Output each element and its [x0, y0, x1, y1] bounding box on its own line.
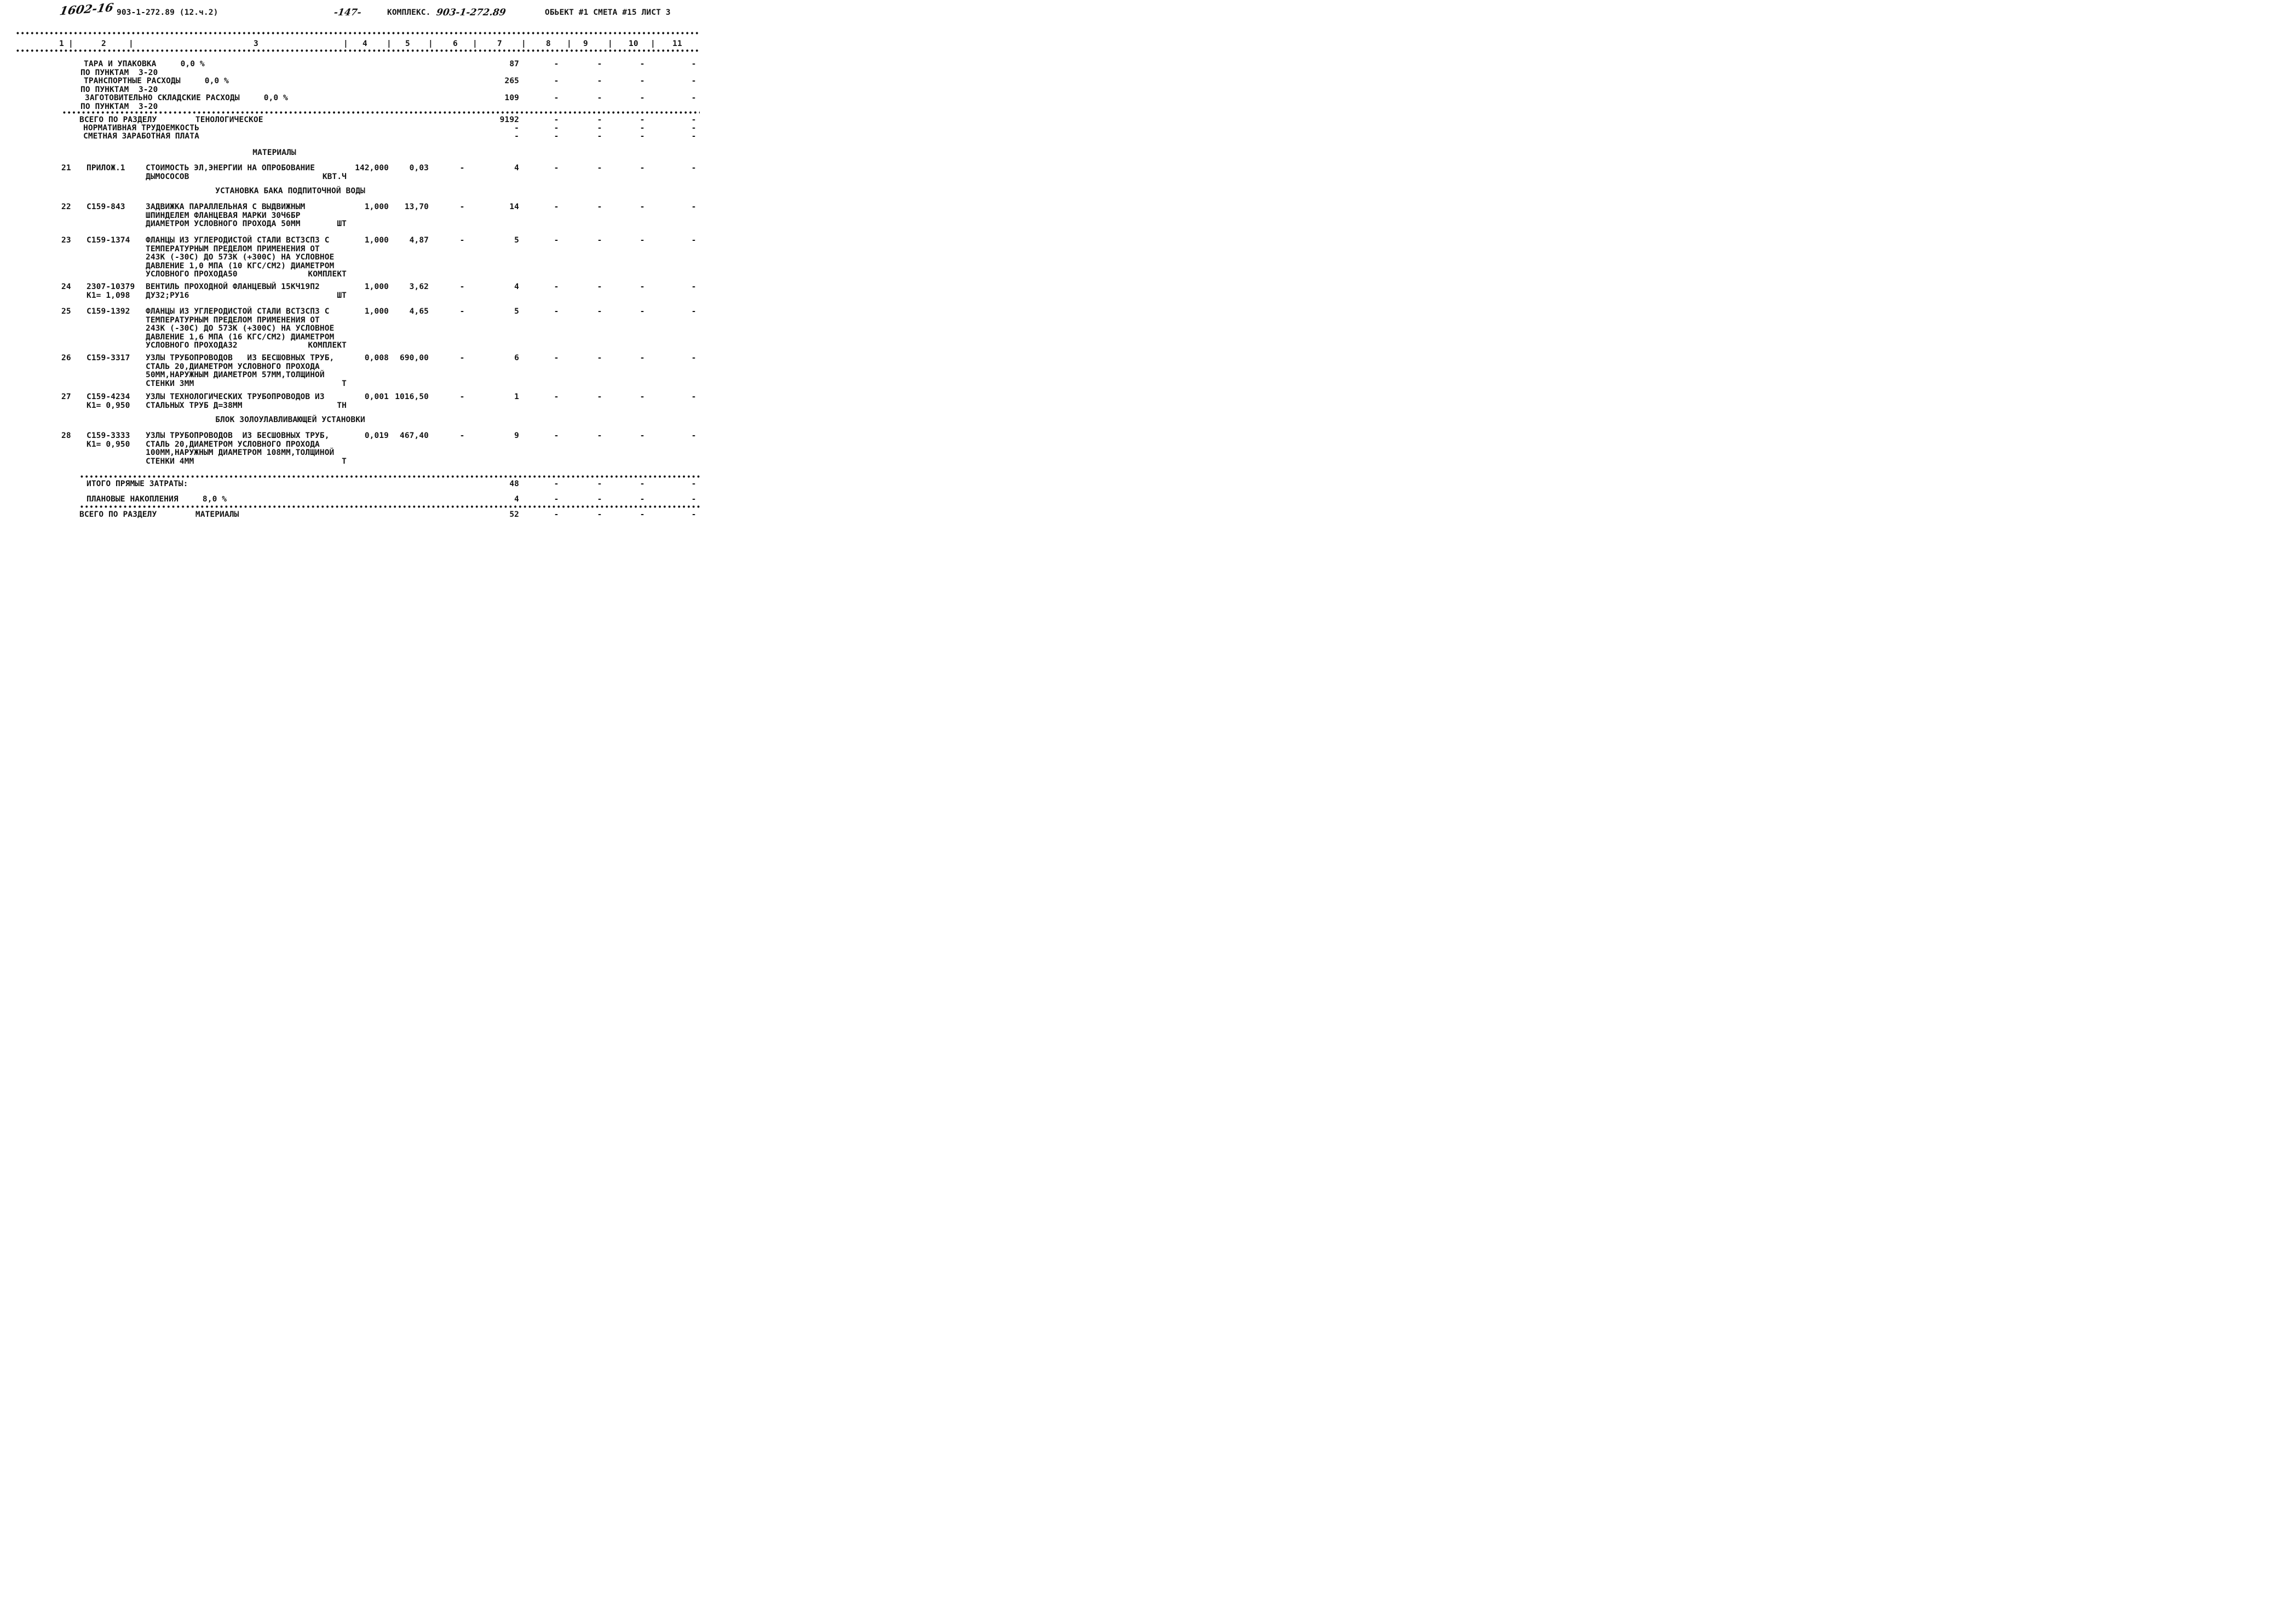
item-description-line: ШПИНДЕЛЕМ ФЛАНЦЕВАЯ МАРКИ 30Ч6БР: [146, 211, 301, 220]
item-total-col7: 5: [514, 236, 519, 245]
item-description-line: СТАЛЬ 20,ДИАМЕТРОМ УСЛОВНОГО ПРОХОДА: [146, 362, 320, 371]
item-description-line: ТЕМПЕРАТУРНЫМ ПРЕДЕЛОМ ПРИМЕНЕНИЯ ОТ: [146, 315, 320, 325]
page-number: -147-: [333, 7, 362, 18]
item-code: 2307-10379: [87, 282, 135, 291]
dash-col6: -: [459, 393, 465, 401]
summary-row-label: НОРМАТИВНАЯ ТРУДОЕМКОСТЬ: [83, 124, 199, 132]
dash-col11: -: [691, 203, 697, 211]
item-description-line: СТЕНКИ 4ММ: [146, 457, 194, 466]
dash-col8: -: [554, 393, 559, 401]
dash-col9: -: [597, 236, 602, 245]
item-unit-price-col5: 3,62: [409, 282, 429, 291]
item-number: 22: [61, 203, 71, 211]
dash-col10: -: [640, 236, 645, 245]
item-description-line: ДЫМОСОСОВ: [146, 172, 189, 181]
item-total-col7: 1: [514, 393, 519, 401]
dotted-separator-under-ruler: [15, 49, 700, 52]
summary-row-subnote: ПО ПУНКТАМ 3-20: [80, 85, 158, 94]
item-description-line: ДИАМЕТРОМ УСЛОВНОГО ПРОХОДА 50ММ: [146, 220, 301, 228]
dash-col8: -: [554, 94, 559, 102]
summary-row-subnote: ПО ПУНКТАМ 3-20: [80, 68, 158, 77]
dash-col9: -: [597, 77, 602, 85]
dash-col6: -: [459, 307, 465, 316]
dash-col10: -: [640, 116, 645, 124]
item-unit: КОМПЛЕКТ: [308, 341, 347, 350]
item-quantity-col4: 0,008: [364, 354, 389, 362]
item-description-line: СТАЛЬ 20,ДИАМЕТРОМ УСЛОВНОГО ПРОХОДА: [146, 440, 320, 449]
column-number-9: 9: [583, 39, 588, 48]
item-unit: Т: [342, 457, 347, 466]
item-quantity-col4: 0,019: [364, 431, 389, 440]
item-unit: ШТ: [337, 291, 347, 300]
dash-col11: -: [691, 354, 697, 362]
dash-col10: -: [640, 480, 645, 488]
column-number-6: 6: [453, 39, 458, 48]
dash-col11: -: [691, 393, 697, 401]
summary-total-col7: -: [514, 132, 519, 141]
column-number-4: 4: [362, 39, 367, 48]
dash-col8: -: [554, 236, 559, 245]
dash-col9: -: [597, 94, 602, 102]
column-separator: |: [651, 39, 655, 48]
dash-col11: -: [691, 480, 697, 488]
dash-col9: -: [597, 282, 602, 291]
dash-col6: -: [459, 354, 465, 362]
dash-col8: -: [554, 164, 559, 172]
dash-col10: -: [640, 60, 645, 68]
item-quantity-col4: 1,000: [364, 203, 389, 211]
dash-col11: -: [691, 431, 697, 440]
dash-col9: -: [597, 393, 602, 401]
item-total-col7: 9: [514, 431, 519, 440]
section-heading: БЛОК ЗОЛОУЛАВЛИВАЮЩЕЙ УСТАНОВКИ: [215, 416, 365, 424]
summary-total-col7: 9192: [499, 116, 519, 124]
item-description-line: СТОИМОСТЬ ЭЛ,ЭНЕРГИИ НА ОПРОБОВАНИЕ: [146, 164, 315, 172]
dash-col10: -: [640, 354, 645, 362]
item-description-line: УЗЛЫ ТРУБОПРОВОДОВ ИЗ БЕСШОВНЫХ ТРУБ,: [146, 431, 330, 440]
summary-row-subnote: ПО ПУНКТАМ 3-20: [80, 102, 158, 111]
item-number: 26: [61, 354, 71, 362]
item-description-line: 100ММ,НАРУЖНЫМ ДИАМЕТРОМ 108ММ,ТОЛЩИНОЙ: [146, 448, 335, 457]
dash-col6: -: [459, 431, 465, 440]
item-code: ПРИЛОЖ.1: [87, 164, 125, 172]
column-number-11: 11: [672, 39, 682, 48]
item-description-line: ДУ32;РУ16: [146, 291, 189, 300]
dash-col10: -: [640, 124, 645, 132]
dash-col9: -: [597, 203, 602, 211]
item-total-col7: 14: [509, 203, 519, 211]
column-separator: |: [521, 39, 526, 48]
dash-col11: -: [691, 510, 697, 519]
item-unit-price-col5: 4,87: [409, 236, 429, 245]
dotted-separator: [79, 475, 700, 478]
column-separator: |: [473, 39, 477, 48]
album-code: 903-1-272.89 (12.ч.2): [117, 8, 218, 17]
object-smeta-sheet-info: ОБЬЕКТ #1 СМЕТА #15 ЛИСТ 3: [545, 8, 671, 17]
item-code: С159-4234: [87, 393, 130, 401]
column-separator: |: [567, 39, 572, 48]
item-description-line: СТАЛЬНЫХ ТРУБ Д=38ММ: [146, 401, 243, 410]
column-separator: |: [428, 39, 433, 48]
dash-col10: -: [640, 94, 645, 102]
column-number-5: 5: [405, 39, 410, 48]
handwritten-doc-number: 1602-16: [59, 0, 115, 18]
dotted-separator: [79, 505, 700, 508]
item-coefficient: К1= 0,950: [87, 440, 130, 449]
item-coefficient: К1= 1,098: [87, 291, 130, 300]
item-unit: ШТ: [337, 220, 347, 228]
dash-col6: -: [459, 203, 465, 211]
dash-col10: -: [640, 431, 645, 440]
item-quantity-col4: 1,000: [364, 307, 389, 316]
column-separator: |: [608, 39, 613, 48]
item-unit-price-col5: 13,70: [404, 203, 429, 211]
dash-col10: -: [640, 164, 645, 172]
summary-row-label: ИТОГО ПРЯМЫЕ ЗАТРАТЫ:: [87, 480, 188, 488]
item-description-line: ФЛАНЦЫ ИЗ УГЛЕРОДИСТОЙ СТАЛИ ВСТ3СП3 С: [146, 307, 330, 316]
summary-row-label: ТАРА И УПАКОВКА 0,0 %: [84, 60, 205, 68]
dash-col10: -: [640, 282, 645, 291]
dash-col8: -: [554, 495, 559, 504]
column-number-3: 3: [254, 39, 258, 48]
dash-col8: -: [554, 354, 559, 362]
complex-code: 903-1-272.89: [435, 7, 507, 18]
item-quantity-col4: 0,001: [364, 393, 389, 401]
dash-col8: -: [554, 480, 559, 488]
summary-row-label: ВСЕГО ПО РАЗДЕЛУ ТЕНОЛОГИЧЕСКОЕ: [79, 116, 263, 124]
item-code: С159-1392: [87, 307, 130, 316]
dash-col8: -: [554, 282, 559, 291]
dash-col6: -: [459, 164, 465, 172]
smeta-document-sheet: [0, 0, 766, 535]
item-description-line: УСЛОВНОГО ПРОХОДА32: [146, 341, 238, 350]
item-description-line: ДАВЛЕНИЕ 1,6 МПА (16 КГС/СМ2) ДИАМЕТРОМ: [146, 332, 335, 342]
dash-col10: -: [640, 132, 645, 141]
column-separator: |: [68, 39, 73, 48]
dash-col8: -: [554, 307, 559, 316]
item-number: 23: [61, 236, 71, 245]
dotted-separator-top: [15, 32, 700, 34]
dash-col8: -: [554, 510, 559, 519]
dash-col10: -: [640, 203, 645, 211]
item-description-line: УСЛОВНОГО ПРОХОДА50: [146, 270, 238, 279]
item-total-col7: 5: [514, 307, 519, 316]
dash-col9: -: [597, 495, 602, 504]
item-unit: КВТ.Ч: [322, 172, 347, 181]
summary-row-label: ПЛАНОВЫЕ НАКОПЛЕНИЯ 8,0 %: [87, 495, 227, 504]
column-number-10: 10: [629, 39, 638, 48]
dash-col6: -: [459, 282, 465, 291]
dash-col8: -: [554, 60, 559, 68]
item-description-line: 243К (-30С) ДО 573К (+300С) НА УСЛОВНОЕ: [146, 253, 335, 262]
summary-row-label: ТРАНСПОРТНЫЕ РАСХОДЫ 0,0 %: [84, 77, 229, 85]
item-description-line: ФЛАНЦЫ ИЗ УГЛЕРОДИСТОЙ СТАЛИ ВСТ3СП3 С: [146, 236, 330, 245]
item-description-line: ЗАДВИЖКА ПАРАЛЛЕЛЬНАЯ С ВЫДВИЖНЫМ: [146, 203, 306, 211]
summary-total-col7: 4: [514, 495, 519, 504]
item-unit-price-col5: 1016,50: [395, 393, 429, 401]
item-quantity-col4: 1,000: [364, 236, 389, 245]
complex-label: КОМПЛЕКС.: [387, 8, 431, 17]
summary-row-label: ЗАГОТОВИТЕЛЬНО СКЛАДСКИЕ РАСХОДЫ 0,0 %: [85, 94, 288, 102]
item-description-line: 243К (-30С) ДО 573К (+300С) НА УСЛОВНОЕ: [146, 324, 335, 333]
item-unit-price-col5: 0,03: [409, 164, 429, 172]
dash-col11: -: [691, 77, 697, 85]
item-number: 27: [61, 393, 71, 401]
dash-col10: -: [640, 77, 645, 85]
summary-total-col7: 48: [509, 480, 519, 488]
dash-col9: -: [597, 480, 602, 488]
item-coefficient: К1= 0,950: [87, 401, 130, 410]
item-total-col7: 4: [514, 282, 519, 291]
dash-col11: -: [691, 164, 697, 172]
dash-col11: -: [691, 495, 697, 504]
summary-total-col7: 87: [509, 60, 519, 68]
dash-col9: -: [597, 116, 602, 124]
item-number: 28: [61, 431, 71, 440]
dash-col9: -: [597, 60, 602, 68]
summary-total-col7: 265: [504, 77, 519, 85]
summary-total-col7: 52: [509, 510, 519, 519]
dash-col9: -: [597, 132, 602, 141]
summary-total-col7: 109: [504, 94, 519, 102]
dash-col9: -: [597, 510, 602, 519]
item-code: С159-3333: [87, 431, 130, 440]
dash-col11: -: [691, 116, 697, 124]
dash-col9: -: [597, 354, 602, 362]
column-number-7: 7: [497, 39, 502, 48]
dash-col10: -: [640, 510, 645, 519]
column-number-2: 2: [101, 39, 106, 48]
column-number-1: 1: [59, 39, 64, 48]
column-separator: |: [129, 39, 134, 48]
dash-col11: -: [691, 282, 697, 291]
section-heading: МАТЕРИАЛЫ: [252, 148, 296, 157]
item-quantity-col4: 142,000: [355, 164, 389, 172]
item-code: С159-3317: [87, 354, 130, 362]
dash-col8: -: [554, 77, 559, 85]
summary-row-label: СМЕТНАЯ ЗАРАБОТНАЯ ПЛАТА: [83, 132, 199, 141]
dash-col10: -: [640, 307, 645, 316]
column-separator: |: [387, 39, 392, 48]
column-separator: |: [343, 39, 348, 48]
item-quantity-col4: 1,000: [364, 282, 389, 291]
dash-col10: -: [640, 393, 645, 401]
item-number: 25: [61, 307, 71, 316]
dash-col11: -: [691, 132, 697, 141]
item-description-line: УЗЛЫ ТРУБОПРОВОДОВ ИЗ БЕСШОВНЫХ ТРУБ,: [146, 354, 335, 362]
item-total-col7: 4: [514, 164, 519, 172]
dash-col10: -: [640, 495, 645, 504]
item-description-line: 50ММ,НАРУЖНЫМ ДИАМЕТРОМ 57ММ,ТОЛЩИНОЙ: [146, 371, 325, 379]
dash-col9: -: [597, 164, 602, 172]
item-description-line: УЗЛЫ ТЕХНОЛОГИЧЕСКИХ ТРУБОПРОВОДОВ ИЗ: [146, 393, 325, 401]
dotted-separator: [62, 111, 700, 114]
item-description-line: ДАВЛЕНИЕ 1,0 МПА (10 КГС/СМ2) ДИАМЕТРОМ: [146, 261, 335, 270]
dash-col11: -: [691, 60, 697, 68]
item-unit: КОМПЛЕКТ: [308, 270, 347, 279]
dash-col6: -: [459, 236, 465, 245]
section-heading: УСТАНОВКА БАКА ПОДПИТОЧНОЙ ВОДЫ: [215, 187, 365, 195]
dash-col8: -: [554, 116, 559, 124]
dash-col11: -: [691, 94, 697, 102]
item-unit: ТН: [337, 401, 347, 410]
item-number: 24: [61, 282, 71, 291]
item-description-line: ВЕНТИЛЬ ПРОХОДНОЙ ФЛАНЦЕВЫЙ 15КЧ19П2: [146, 282, 320, 291]
summary-total-col7: -: [514, 124, 519, 132]
dash-col8: -: [554, 132, 559, 141]
item-unit-price-col5: 467,40: [400, 431, 429, 440]
dash-col8: -: [554, 124, 559, 132]
item-unit-price-col5: 690,00: [400, 354, 429, 362]
dash-col9: -: [597, 307, 602, 316]
summary-row-label: ВСЕГО ПО РАЗДЕЛУ МАТЕРИАЛЫ: [79, 510, 239, 519]
item-code: С159-1374: [87, 236, 130, 245]
column-number-8: 8: [546, 39, 551, 48]
dash-col11: -: [691, 307, 697, 316]
item-description-line: ТЕМПЕРАТУРНЫМ ПРЕДЕЛОМ ПРИМЕНЕНИЯ ОТ: [146, 244, 320, 253]
item-description-line: СТЕНКИ 3ММ: [146, 379, 194, 388]
dash-col11: -: [691, 236, 697, 245]
item-code: С159-843: [87, 203, 125, 211]
dash-col8: -: [554, 431, 559, 440]
item-unit: Т: [342, 379, 347, 388]
item-total-col7: 6: [514, 354, 519, 362]
dash-col9: -: [597, 431, 602, 440]
item-number: 21: [61, 164, 71, 172]
dash-col9: -: [597, 124, 602, 132]
item-unit-price-col5: 4,65: [409, 307, 429, 316]
dash-col11: -: [691, 124, 697, 132]
dash-col8: -: [554, 203, 559, 211]
